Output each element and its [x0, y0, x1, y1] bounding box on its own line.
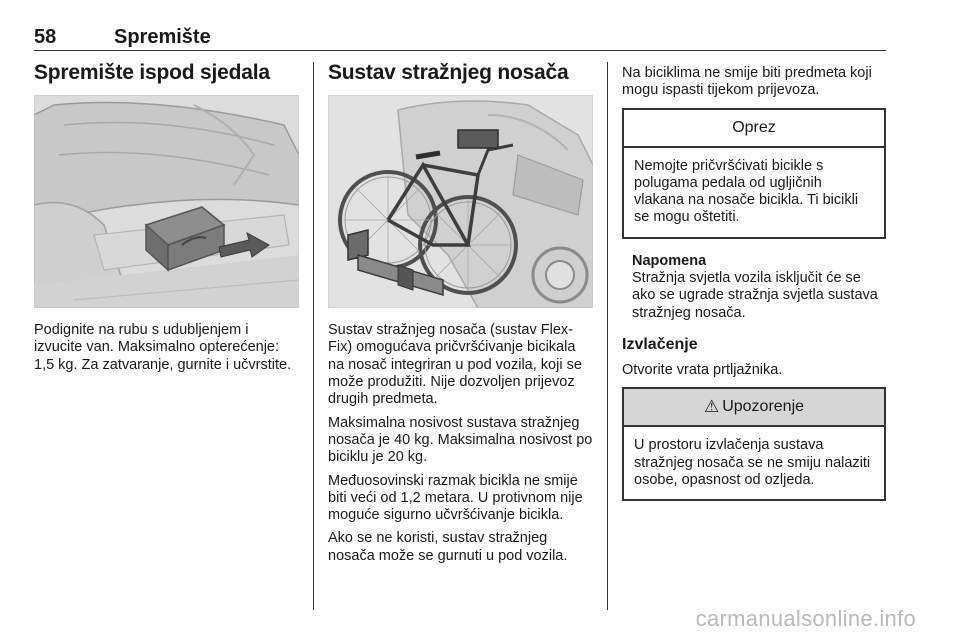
caution-box — [622, 108, 886, 239]
carrier-wheelbase-text: Međuosovinski razmak bicikla ne smije biti veći od 1,2 metara. U protivnom nije moguće sigurno učvršćivanje bicikla. — [328, 472, 583, 524]
underseat-drawer-illustration — [34, 95, 299, 308]
section-heading-underseat-storage: Spremište ispod sjedala — [34, 61, 270, 84]
rear-bike-carrier-illustration — [328, 95, 593, 308]
warning-header — [624, 389, 884, 427]
subheading-extending: Izvlačenje — [622, 335, 698, 353]
warning-text: U prostoru izvlačenja sustava stražnjeg nosača se ne smiju nalaziti osobe, opasnost od ozljeda. — [634, 437, 871, 488]
note-block — [632, 253, 886, 322]
section-heading-rear-carrier: Sustav stražnjeg nosača — [328, 61, 569, 84]
header-rule — [34, 50, 886, 51]
warning-triangle-icon: ⚠ — [703, 397, 720, 417]
open-tailgate-text: Otvorite vrata prtljažnika. — [622, 361, 783, 378]
column-divider — [313, 62, 314, 610]
left-column — [34, 60, 299, 380]
middle-column — [328, 60, 593, 571]
carrier-storage-text: Ako se ne koristi, sustav stražnjeg nosača može se gurnuti u pod vozila. — [328, 530, 568, 564]
no-loose-items-text: Na biciklima ne smije biti predmeta koji mogu ispasti tijekom prijevoza. — [622, 65, 872, 99]
running-title: Spremište — [114, 26, 211, 48]
carrier-load-capacity-text: Maksimalna nosivost sustava stražnjeg nosača je 40 kg. Maksimalna nosivost po biciklu je 20 kg. — [328, 414, 593, 466]
note-title: Napomena — [632, 252, 707, 269]
page-number: 58 — [34, 26, 57, 48]
watermark: carmanualsonline.info — [695, 606, 916, 631]
caution-text: Nemojte pričvršćivati bicikle s polugama pedala od ugljičnih vlakana na nosače bicikla. Ti bicikli se mogu oštetiti. — [634, 157, 859, 226]
column-divider — [607, 62, 608, 610]
caution-title: Oprez — [624, 110, 884, 148]
underseat-storage-text: Podignite na rubu s udubljenjem i izvucite van. Maksimalno opterećenje: 1,5 kg. Za zatvaranje, gurnite i učvrstite. — [34, 322, 292, 373]
carrier-description-text: Sustav stražnjeg nosača (sustav Flex-Fix) omogućava pričvršćivanje bicikala na nosač integriran u pod vozila, koji se može produžiti. Nije dozvoljen prijevoz drugih predmeta. — [328, 322, 582, 408]
note-text: Stražnja svjetla vozila isključit će se ako se ugrade stražnja svjetla sustava stražnjeg nosača. — [632, 270, 878, 321]
page-header — [34, 24, 886, 52]
right-column — [622, 60, 886, 501]
warning-title: Upozorenje — [722, 398, 805, 416]
warning-box — [622, 387, 886, 501]
